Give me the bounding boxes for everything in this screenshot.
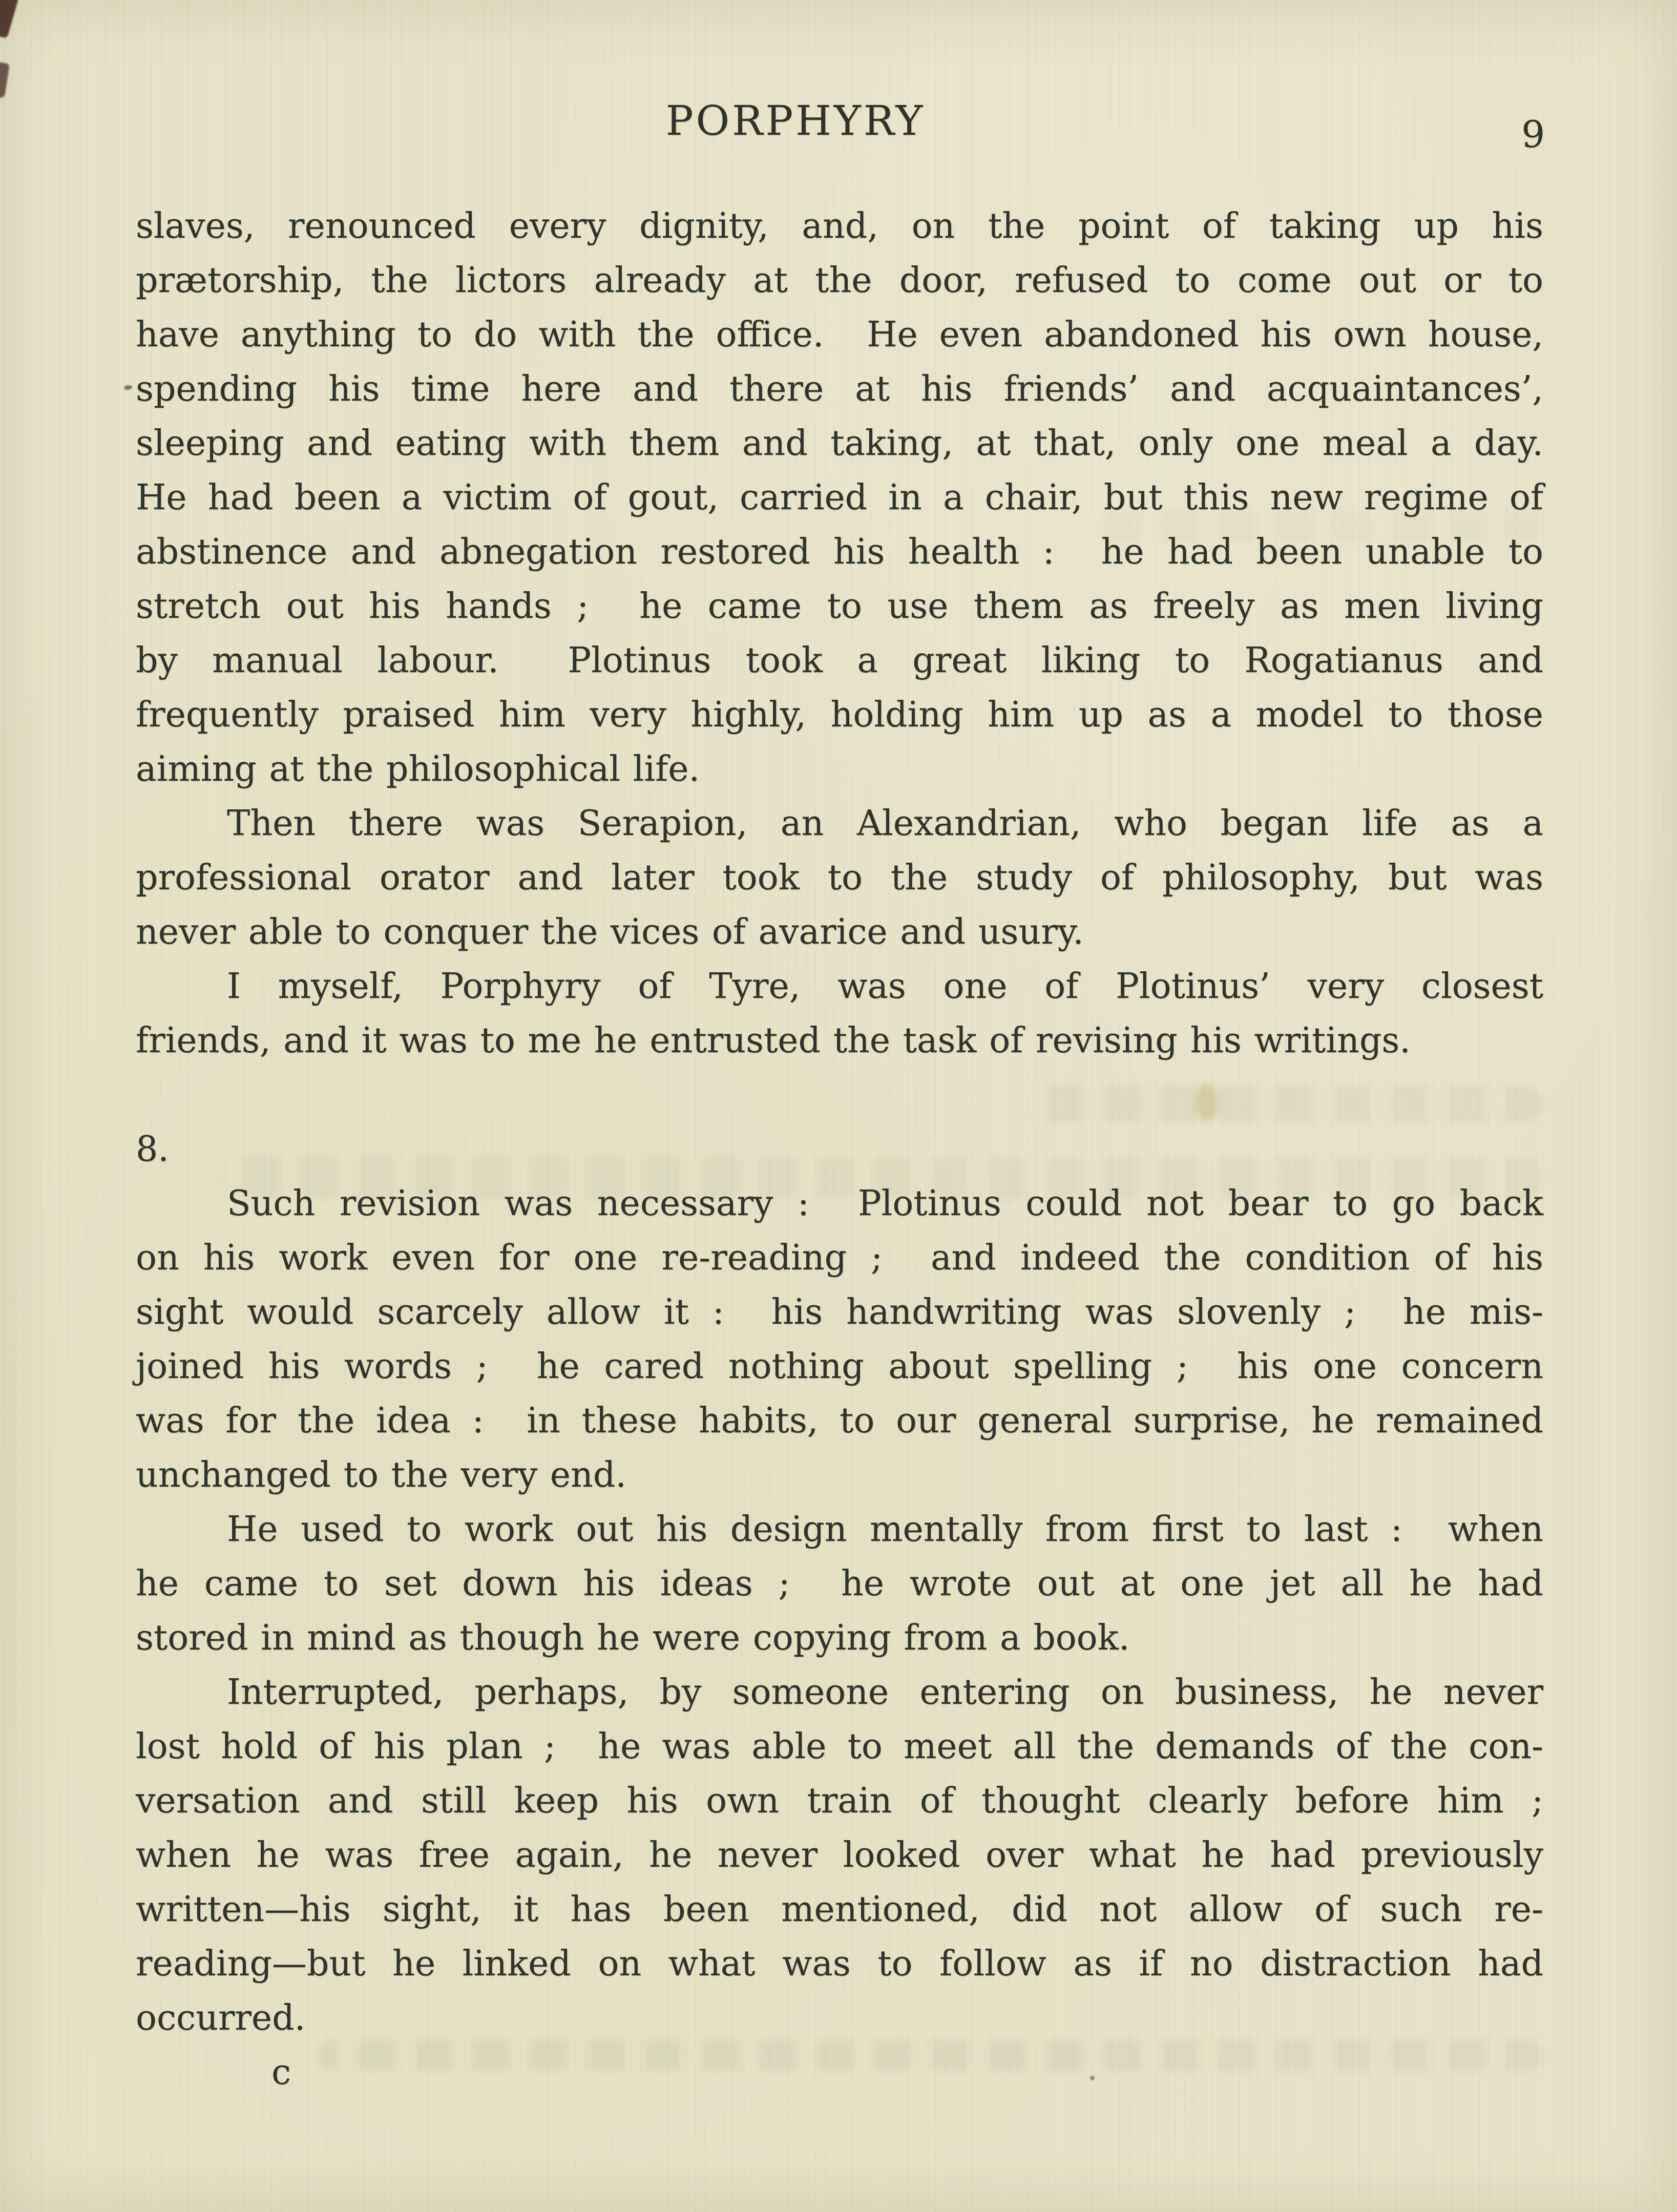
text-line: on his work even for one re-reading ; and indeed the condition of his bbox=[136, 1238, 1543, 1278]
paragraph bbox=[136, 1177, 1543, 1503]
section-number: 8. bbox=[136, 1129, 169, 1170]
text-line: stretch out his hands ; he came to use them as freely as men living bbox=[136, 586, 1543, 627]
text-line: Interrupted, perhaps, by someone entering on business, he never bbox=[227, 1672, 1543, 1713]
paragraph bbox=[136, 1503, 1543, 1665]
text-line: lost hold of his plan ; he was able to meet all the demands of the con- bbox=[136, 1726, 1543, 1767]
paragraph bbox=[136, 199, 1543, 797]
text-block bbox=[136, 199, 1543, 2100]
text-line: he came to set down his ideas ; he wrote out at one jet all he had bbox=[136, 1563, 1543, 1604]
ink-speck bbox=[123, 385, 132, 390]
text-line: sleeping and eating with them and taking, at that, only one meal a day. bbox=[136, 423, 1543, 464]
text-line: frequently praised him very highly, holding him up as a model to those bbox=[136, 695, 1543, 735]
text-line: when he was free again, he never looked over what he had previously bbox=[136, 1835, 1543, 1875]
text-line: prætorship, the lictors already at the door, refused to come out or to bbox=[136, 260, 1543, 301]
text-line: Then there was Serapion, an Alexandrian, who began life as a bbox=[227, 803, 1543, 844]
text-line: aiming at the philosophical life. bbox=[136, 749, 700, 789]
signature-mark: c bbox=[271, 2052, 291, 2093]
text-line: slaves, renounced every dignity, and, on the point of taking up his bbox=[136, 206, 1543, 246]
paragraphs-top bbox=[136, 199, 1543, 1068]
paragraph bbox=[136, 797, 1543, 959]
text-line: joined his words ; he cared nothing about spelling ; his one concern bbox=[136, 1346, 1543, 1387]
paragraphs-section-8 bbox=[136, 1177, 1543, 2046]
text-line: He had been a victim of gout, carried in a chair, but this new regime of bbox=[136, 477, 1543, 518]
running-header: PORPHYRY bbox=[665, 97, 926, 144]
text-line: written—his sight, it has been mentioned, did not allow of such re- bbox=[136, 1889, 1543, 1930]
text-line: sight would scarcely allow it : his handwriting was slovenly ; he mis- bbox=[136, 1292, 1543, 1332]
text-line: never able to conquer the vices of avarice and usury. bbox=[136, 912, 1084, 952]
text-line: abstinence and abnegation restored his health : he had been unable to bbox=[136, 532, 1543, 572]
text-line: spending his time here and there at his friends’ and acquaintances’, bbox=[136, 369, 1543, 409]
text-line: friends, and it was to me he entrusted the task of revising his writings. bbox=[136, 1020, 1411, 1061]
text-line: I myself, Porphyry of Tyre, was one of Plotinus’ very closest bbox=[227, 966, 1543, 1007]
text-line: professional orator and later took to the study of philosophy, but was bbox=[136, 858, 1543, 898]
text-line: occurred. bbox=[136, 1998, 306, 2038]
text-line: reading—but he linked on what was to follow as if no distraction had bbox=[136, 1944, 1543, 1984]
text-line: Such revision was necessary : Plotinus could not bear to go back bbox=[227, 1183, 1543, 1224]
binding-edge-mark bbox=[0, 61, 10, 98]
binding-edge-mark bbox=[0, 0, 19, 38]
text-line: stored in mind as though he were copying from a book. bbox=[136, 1618, 1130, 1658]
text-line: by manual labour. Plotinus took a great liking to Rogatianus and bbox=[136, 640, 1543, 681]
paragraph bbox=[136, 959, 1543, 1068]
paragraph bbox=[136, 1665, 1543, 2046]
page-number: 9 bbox=[1521, 113, 1545, 156]
text-line: unchanged to the very end. bbox=[136, 1455, 626, 1495]
text-line: versation and still keep his own train of thought clearly before him ; bbox=[136, 1781, 1543, 1821]
text-line: He used to work out his design mentally from first to last : when bbox=[227, 1509, 1543, 1550]
text-line: was for the idea : in these habits, to our general surprise, he remained bbox=[136, 1401, 1543, 1441]
text-line: have anything to do with the office. He even abandoned his own house, bbox=[136, 315, 1543, 355]
